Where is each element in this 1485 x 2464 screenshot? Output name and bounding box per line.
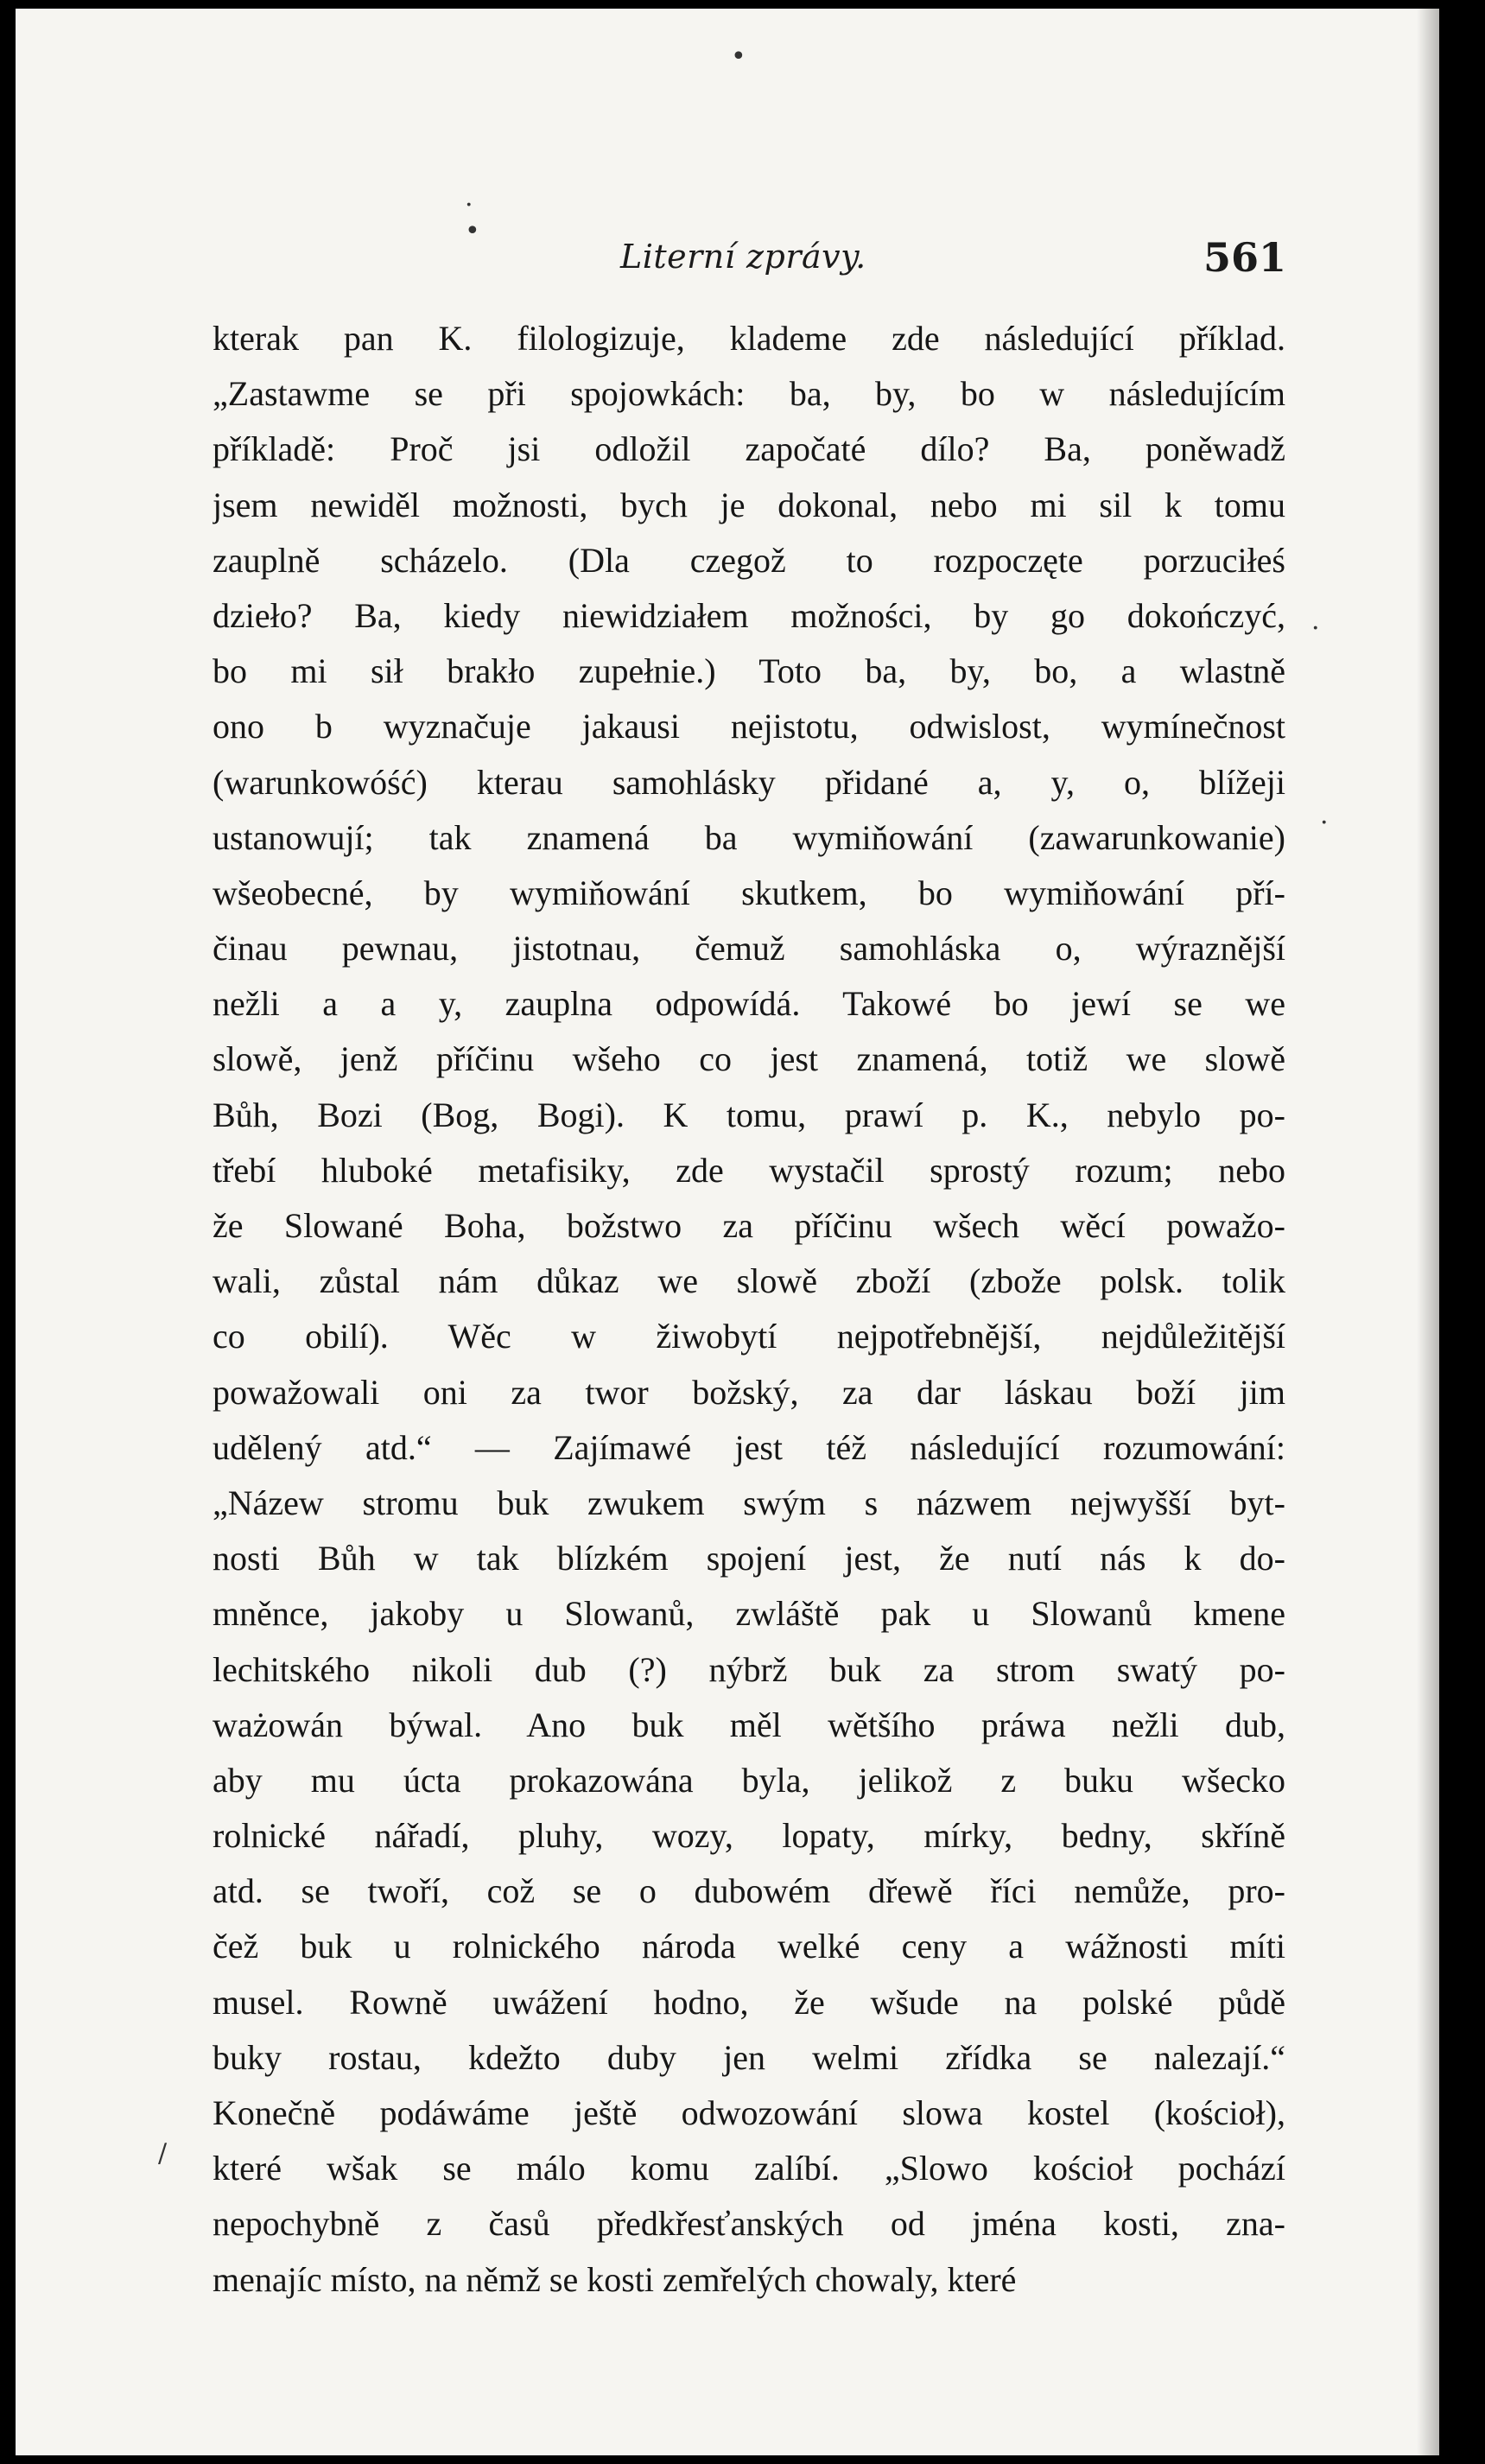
page-header	[16, 234, 1439, 289]
text-line: „Názew stromu buk zwukem swým s názwem nejwyšší byt-	[213, 1483, 1285, 1522]
page-number: 561	[1203, 234, 1287, 281]
text-line: mněnce, jakoby u Slowanů, zwláště pak u Slowanů kmene	[213, 1594, 1285, 1634]
text-line: Konečně podáwáme ještě odwozowání slowa kostel (kościoł),	[213, 2093, 1285, 2132]
text-line: atd. se twoří, což se o dubowém dřewě říci nemůže, pro-	[213, 1871, 1285, 1911]
text-line: „Zastawme se při spojowkách: ba, by, bo w následujícím	[213, 374, 1285, 414]
text-line: Bůh, Bozi (Bog, Bogi). K tomu, prawí p. K., nebylo po-	[213, 1095, 1285, 1134]
text-line: powažowali oni za twor božský, za dar láskau boží jim	[213, 1372, 1285, 1412]
text-line: že Slowané Boha, božstwo za příčinu wšech wěcí powažo-	[213, 1206, 1285, 1245]
text-line: ważowán býwal. Ano buk měl wětšího práwa nežli dub,	[213, 1705, 1285, 1744]
text-line: wšeobecné, by wymiňowání skutkem, bo wymiňowání pří-	[213, 873, 1285, 912]
text-line: buky rostau, kdežto duby jen welmi zřídka se nalezají.“	[213, 2037, 1285, 2077]
speck-mark: ·	[1311, 613, 1320, 644]
speck-mark: ·	[465, 190, 473, 220]
text-line: aby mu úcta prokazowána byla, jelikož z buku wšecko	[213, 1760, 1285, 1800]
text-line: musel. Rowně uwážení hodno, že wšude na polské půdě	[213, 1982, 1285, 2022]
text-line: rolnické nářadí, pluhy, wozy, lopaty, mírky, bedny, skříně	[213, 1816, 1285, 1856]
text-line: wali, zůstal nám důkaz we slowě zboží (zbože polsk. tolik	[213, 1261, 1285, 1301]
speck-mark: •	[731, 41, 746, 72]
text-line: ustanowují; tak znamená ba wymiňowání (zawarunkowanie)	[213, 817, 1285, 857]
text-line: nepochybně z časů předkřesťanských od jména kosti, zna-	[213, 2204, 1285, 2244]
body-text	[213, 311, 1285, 2308]
text-line: udělený atd.“ — Zajímawé jest též následující rozumowání:	[213, 1427, 1285, 1467]
speck-mark: /	[158, 2138, 168, 2169]
text-line: činau pewnau, jistotnau, čemuž samohláska o, wýraznější	[213, 929, 1285, 968]
text-line: ono b wyznačuje jakausi nejistotu, odwislost, wymínečnost	[213, 707, 1285, 746]
book-page	[16, 9, 1439, 2455]
text-line: zauplně scházelo. (Dla czegož to rozpoczęte porzuciłeś	[213, 540, 1285, 580]
text-line: nosti Bůh w tak blízkém spojení jest, že nutí nás k do-	[213, 1539, 1285, 1578]
text-line: bo mi sił brakło zupełnie.) Toto ba, by, bo, a wlastně	[213, 651, 1285, 691]
page-edge-shadow	[1417, 9, 1439, 2455]
text-line: kterak pan K. filologizuje, klademe zde následující příklad.	[213, 319, 1285, 358]
text-line: menajíc místo, na němž se kosti zemřelých chowaly, které	[213, 2259, 1017, 2299]
text-line: slowě, jenž příčinu wšeho co jest znamená, totiž we slowě	[213, 1039, 1285, 1079]
speck-mark: •	[465, 216, 480, 246]
text-line: jsem newiděl možnosti, bych je dokonal, nebo mi sil k tomu	[213, 485, 1285, 524]
text-line: příkladě: Proč jsi odložil započaté dílo? Ba, poněwadž	[213, 429, 1285, 469]
running-title: Literní zprávy.	[620, 238, 866, 276]
text-line: nežli a a y, zauplna odpowídá. Takowé bo jewí se we	[213, 984, 1285, 1024]
text-line: třebí hluboké metafisiky, zde wystačil sprostý rozum; nebo	[213, 1150, 1285, 1190]
text-line: čež buk u rolnického národa welké ceny a wážnosti míti	[213, 1927, 1285, 1966]
text-line: dzieło? Ba, kiedy niewidziałem možności, by go dokończyć,	[213, 595, 1285, 635]
text-line: lechitského nikoli dub (?) nýbrž buk za strom swatý po-	[213, 1649, 1285, 1689]
text-line: které wšak se málo komu zalíbí. „Slowo kościoł pochází	[213, 2149, 1285, 2188]
speck-mark: ·	[1320, 808, 1329, 838]
text-line: (warunkowóść) kterau samohlásky přidané a, y, o, blížeji	[213, 762, 1285, 802]
text-line: co obilí). Wěc w žiwobytí nejpotřebnější, nejdůležitější	[213, 1317, 1285, 1356]
